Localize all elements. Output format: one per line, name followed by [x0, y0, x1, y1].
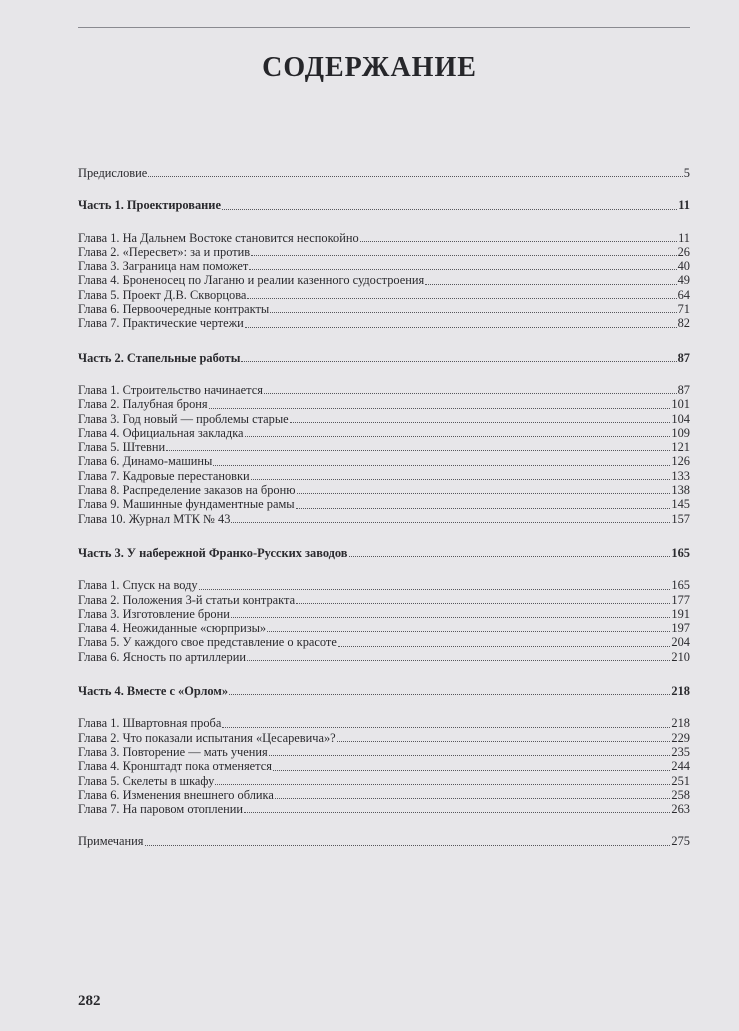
toc-chapter-entry: [78, 426, 690, 440]
toc-chapter-entry: [78, 469, 690, 483]
toc-entry-page: 121: [671, 440, 690, 455]
toc-entry-title: Глава 1. Спуск на воду: [78, 578, 198, 593]
toc-entry-title: Глава 6. Ясность по артиллерии: [78, 649, 246, 664]
toc-entry-title: Часть 4. Вместе с «Орлом»: [78, 684, 229, 699]
toc-chapter-entry: [78, 245, 690, 259]
toc-chapter-entry: [78, 635, 690, 649]
toc-part-entry: [78, 684, 690, 698]
toc-entry-page: 104: [671, 411, 690, 426]
toc-chapter-entry: [78, 397, 690, 411]
toc-chapter-entry: [78, 440, 690, 454]
toc-entry-title: Глава 5. Штевни: [78, 440, 166, 455]
toc-entry-page: 11: [678, 230, 690, 245]
toc-dot-leader: [269, 754, 671, 756]
toc-entry-page: 5: [683, 166, 690, 180]
toc-chapter-entry: [78, 412, 690, 426]
toc-entry-title: Глава 10. Журнал МТК № 43: [78, 511, 231, 526]
toc-entry-page: 101: [671, 397, 690, 412]
toc-entry-title: Глава 4. Броненосец по Лаганю и реалии казенного судостроения: [78, 273, 425, 288]
toc-dot-leader: [251, 254, 676, 256]
toc-chapter-entry: [78, 454, 690, 468]
toc-dot-leader: [425, 283, 676, 285]
toc-dot-leader: [213, 464, 670, 466]
toc-entry-title: Глава 2. Палубная броня: [78, 397, 208, 412]
toc-entry-page: 138: [671, 483, 690, 498]
toc-entry-page: 275: [671, 834, 690, 849]
toc-dot-leader: [231, 521, 670, 523]
toc-dot-leader: [296, 507, 671, 509]
toc-chapter-entry: [78, 621, 690, 635]
toc-chapter-entry: [78, 802, 690, 816]
toc-entry-title: Глава 1. Швартовная проба: [78, 716, 222, 731]
toc-chapter-entry: [78, 483, 690, 497]
toc-dot-leader: [231, 616, 671, 618]
toc-dot-leader: [275, 797, 671, 799]
toc-entry-title: Глава 3. Заграница нам поможет: [78, 259, 249, 274]
toc-entry-page: 191: [671, 606, 690, 621]
toc-dot-leader: [229, 693, 670, 695]
toc-entry-title: Примечания: [78, 834, 144, 849]
toc-chapter-entry: [78, 788, 690, 802]
toc-dot-leader: [245, 435, 671, 437]
toc-dot-leader: [296, 602, 670, 604]
toc-dot-leader: [145, 844, 671, 846]
toc-entry-title: Глава 6. Первоочередные контракты: [78, 302, 270, 317]
toc-entry-title: Глава 7. На паровом отоплении: [78, 802, 244, 817]
toc-spacer: [78, 526, 690, 546]
toc-entry-page: 64: [677, 287, 690, 302]
toc-entry-page: 26: [677, 244, 690, 259]
toc-entry-title: Глава 8. Распределение заказов на броню: [78, 483, 296, 498]
toc-dot-leader: [349, 555, 671, 557]
toc-entry-page: 165: [671, 545, 690, 560]
toc-entry-page: 258: [671, 787, 690, 802]
toc-part-entry: [78, 546, 690, 560]
toc-entry-page: 157: [671, 511, 690, 526]
toc-chapter-entry: [78, 288, 690, 302]
toc-dot-leader: [222, 726, 670, 728]
toc-dot-leader: [264, 392, 677, 394]
toc-chapter-entry: [78, 231, 690, 245]
toc-entry-page: 263: [671, 802, 690, 817]
toc-dot-leader: [209, 407, 671, 409]
toc-entry-title: Глава 4. Официальная закладка: [78, 425, 244, 440]
toc-chapter-entry: [78, 716, 690, 730]
toc-entry-page: 177: [671, 592, 690, 607]
toc-chapter-entry: [78, 607, 690, 621]
toc-entry-page: 87: [677, 350, 690, 365]
toc-entry-page: 49: [677, 273, 690, 288]
toc-entry-page: 126: [671, 454, 690, 469]
toc-dot-leader: [297, 492, 671, 494]
toc-dot-leader: [199, 588, 671, 590]
toc-entry-title: Глава 1. На Дальнем Востоке становится неспокойно: [78, 230, 359, 245]
toc-dot-leader: [337, 740, 671, 742]
toc-spacer: [78, 213, 690, 231]
toc-dot-leader: [338, 645, 671, 647]
toc-chapter-entry: [78, 834, 690, 848]
toc-entry-title: Глава 1. Строительство начинается: [78, 382, 263, 397]
toc-dot-leader: [215, 783, 670, 785]
toc-entry-page: 71: [677, 302, 690, 317]
toc-entry-page: 235: [671, 744, 690, 759]
toc-entry-page: 165: [671, 578, 690, 593]
toc-part-entry: [78, 351, 690, 365]
toc-entry-page: 82: [677, 316, 690, 331]
toc-chapter-entry: [78, 650, 690, 664]
toc-entry-page: 145: [671, 497, 690, 512]
toc-entry-page: 133: [671, 468, 690, 483]
toc-entry-title: Глава 4. Кронштадт пока отменяется: [78, 759, 272, 774]
toc-dot-leader: [290, 421, 671, 423]
toc-chapter-entry: [78, 273, 690, 287]
toc-entry-title: Глава 5. Проект Д.В. Скворцова: [78, 287, 247, 302]
toc-chapter-entry: [78, 166, 690, 180]
toc-dot-leader: [247, 659, 670, 661]
toc-entry-title: Глава 3. Изготовление брони: [78, 606, 230, 621]
toc-entry-title: Глава 5. У каждого свое представление о красоте: [78, 635, 337, 650]
toc-chapter-entry: [78, 731, 690, 745]
toc-dot-leader: [222, 208, 677, 210]
toc-entry-title: Глава 3. Год новый — проблемы старые: [78, 411, 289, 426]
toc-chapter-entry: [78, 512, 690, 526]
toc-entry-page: 229: [671, 730, 690, 745]
toc-entry-title: Часть 2. Стапельные работы: [78, 350, 241, 365]
page-number: 282: [78, 993, 101, 1009]
toc-entry-title: Глава 7. Практические чертежи: [78, 316, 244, 331]
toc-entry-page: 197: [671, 621, 690, 636]
toc-dot-leader: [270, 311, 676, 313]
toc-dot-leader: [251, 478, 671, 480]
toc-entry-title: Часть 3. У набережной Франко-Русских заводов: [78, 545, 348, 560]
toc-entry-page: 218: [671, 684, 690, 699]
toc-chapter-entry: [78, 745, 690, 759]
toc-dot-leader: [273, 769, 670, 771]
toc-chapter-entry: [78, 593, 690, 607]
toc-dot-leader: [360, 240, 677, 242]
toc-chapter-entry: [78, 759, 690, 773]
toc-entry-page: 11: [678, 198, 690, 213]
toc-dot-leader: [166, 449, 670, 451]
toc-entry-title: Часть 1. Проектирование: [78, 198, 221, 213]
toc-spacer: [78, 560, 690, 578]
toc-spacer: [78, 816, 690, 834]
toc-dot-leader: [148, 175, 683, 177]
toc-entry-title: Глава 5. Скелеты в шкафу: [78, 773, 215, 788]
toc-chapter-entry: [78, 578, 690, 592]
toc-dot-leader: [245, 326, 677, 328]
toc-entry-title: Глава 7. Кадровые перестановки: [78, 468, 250, 483]
toc-entry-title: Глава 4. Неожиданные «сюрпризы»: [78, 621, 267, 636]
toc-chapter-entry: [78, 316, 690, 330]
toc-dot-leader: [249, 268, 676, 270]
table-of-contents: [78, 166, 690, 849]
toc-entry-title: Глава 9. Машинные фундаментные рамы: [78, 497, 295, 512]
toc-entry-page: 87: [677, 382, 690, 397]
toc-chapter-entry: [78, 259, 690, 273]
toc-spacer: [78, 365, 690, 383]
toc-chapter-entry: [78, 302, 690, 316]
toc-entry-title: Глава 3. Повторение — мать учения: [78, 744, 268, 759]
toc-spacer: [78, 698, 690, 716]
toc-dot-leader: [267, 630, 670, 632]
toc-spacer: [78, 180, 690, 198]
toc-entry-page: 251: [671, 773, 690, 788]
toc-entry-page: 210: [671, 649, 690, 664]
toc-entry-title: Глава 6. Динамо-машины: [78, 454, 213, 469]
toc-entry-title: Глава 6. Изменения внешнего облика: [78, 787, 274, 802]
toc-entry-page: 109: [671, 425, 690, 440]
toc-spacer: [78, 664, 690, 684]
toc-chapter-entry: [78, 774, 690, 788]
toc-part-entry: [78, 198, 690, 212]
toc-entry-title: Предисловие: [78, 166, 148, 180]
toc-entry-title: Глава 2. «Пересвет»: за и против: [78, 244, 251, 259]
toc-spacer: [78, 331, 690, 351]
toc-entry-title: Глава 2. Положения 3-й статьи контракта: [78, 592, 296, 607]
toc-entry-page: 218: [671, 716, 690, 731]
top-rule: [78, 27, 690, 28]
toc-entry-page: 204: [671, 635, 690, 650]
page-title: СОДЕРЖАНИЕ: [262, 52, 477, 83]
toc-entry-page: 244: [671, 759, 690, 774]
toc-chapter-entry: [78, 383, 690, 397]
toc-dot-leader: [244, 811, 670, 813]
toc-dot-leader: [241, 360, 676, 362]
toc-entry-page: 40: [677, 259, 690, 274]
toc-dot-leader: [247, 297, 676, 299]
toc-chapter-entry: [78, 497, 690, 511]
toc-entry-title: Глава 2. Что показали испытания «Цесаревича»?: [78, 730, 336, 745]
